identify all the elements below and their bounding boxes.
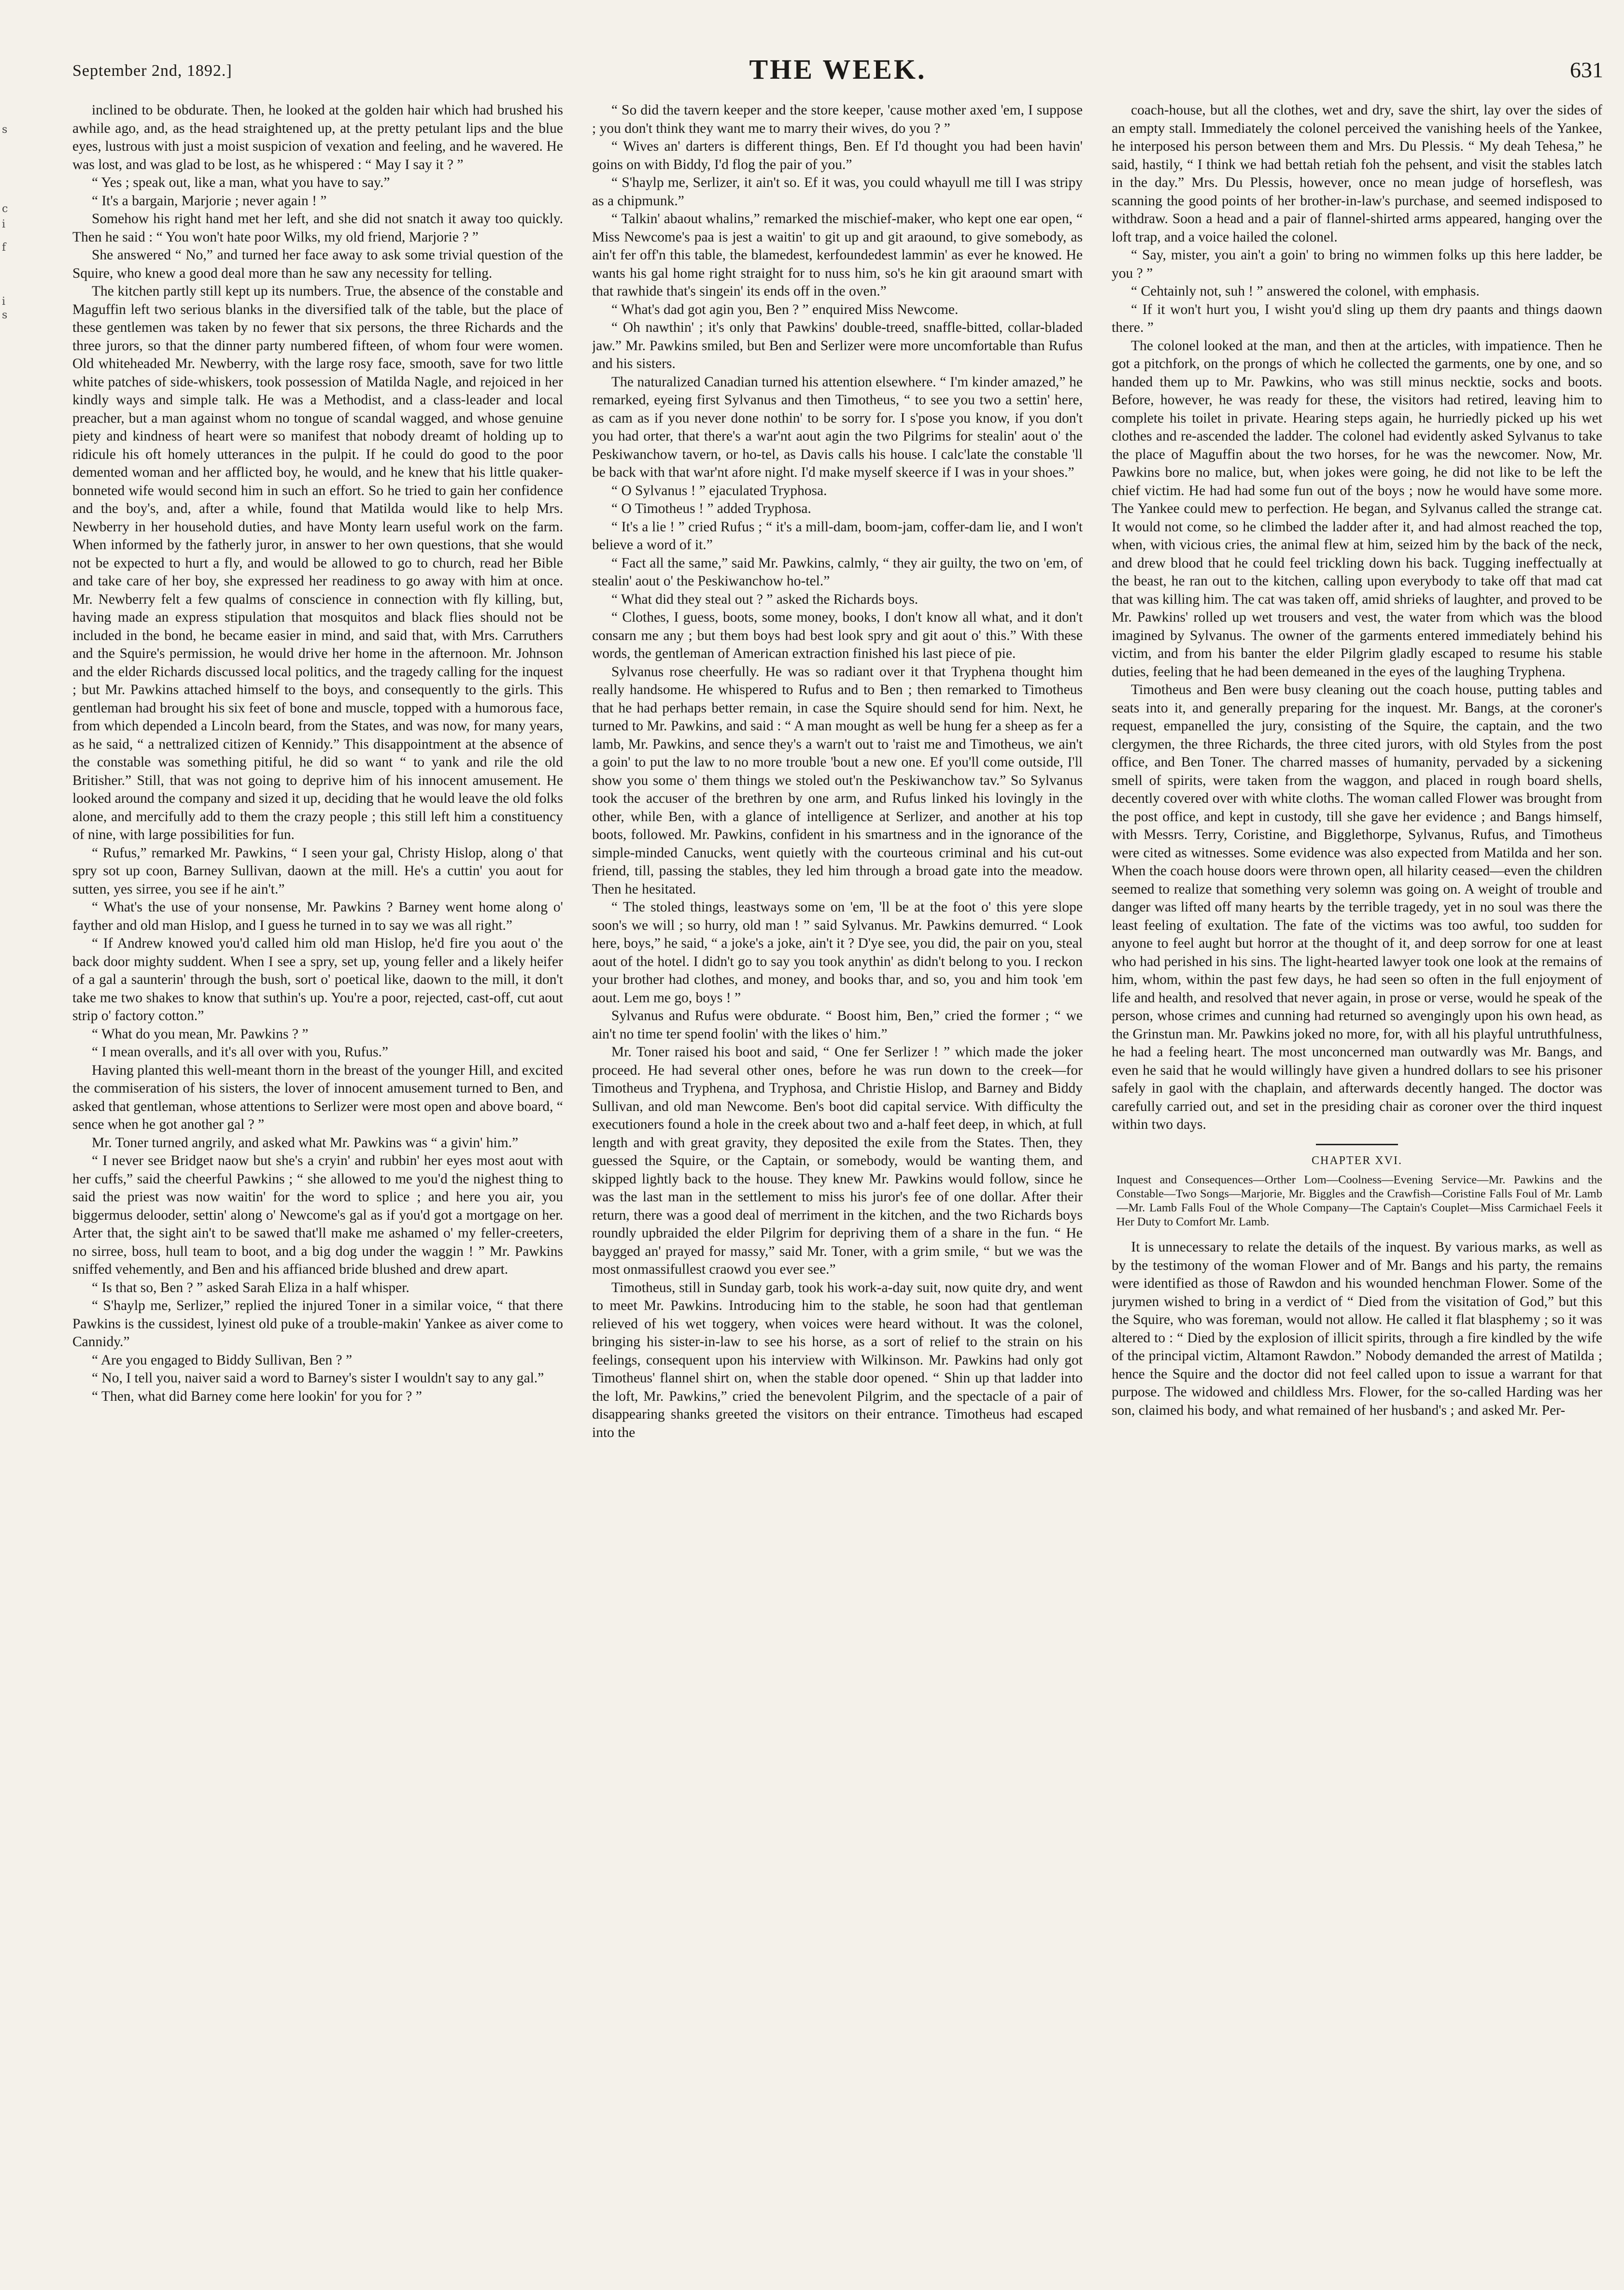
paragraph: Sylvanus rose cheerfully. He was so radiant over it that Tryphena thought him really handsome. He whispered to Rufus and to Ben ; then remarked to Timotheus that he had perhaps better remain, in case the Squire should send for him. Next, he turned to Mr. Pawkins, and said : “ A man mought as well be hung fer a sheep as fer a lamb, Mr. Pawkins, and sence they's a warn't out to 'raist me and Timotheus, we ain't a goin' to put the law to no more trouble 'bout a new one. Ef you'll come outside, I'll show you some o' them things we stoled out'n the Peskiwanchow tav.” So Sylvanus took the accuser of the brethren by one arm, and Rufus linked his lovingly in the other, while Ben, with a glance of intelligence at Serlizer, and another at his top boots, followed. Mr. Pawkins, confident in his smartness and in the ignorance of the simple-minded Canucks, went quietly with the courteous criminal and his cut-out friend, till, passing the stables, they led him through a broad gate into the meadow. Then he hesitated.: [592, 664, 1083, 897]
paragraph: “ Yes ; speak out, like a man, what you have to say.”: [92, 175, 390, 190]
paragraph: “ S'haylp me, Serlizer,” replied the injured Toner in a similar voice, “ that there Pawkins is the cussidest, lyinest old puke of a trouble-makin' Yankee as aiver come to Cannidy.”: [72, 1298, 563, 1350]
paragraph: “ So did the tavern keeper and the store keeper, 'cause mother axed 'em, I suppose ; you don't think they want me to marry their wives, do you ? ”: [592, 102, 1083, 136]
paragraph: inclined to be obdurate. Then, he looked at the golden hair which had brushed his awhile ago, and, as the head straightened up, at the pretty petulant lips and the blue eyes, lustrous with just a moist suspicion of vexation and feeling, and he wavered. He was lost, and was glad to be lost, as he whispered : “ May I say it ? ”: [72, 102, 563, 172]
paragraph: “ O Timotheus ! ” added Tryphosa.: [611, 501, 811, 516]
publication-title: THE WEEK.: [749, 54, 927, 85]
chapter-summary: Inquest and Consequences—Orther Lom—Coolness—Evening Service—Mr. Pawkins and the Constable—Two Songs—Marjorie, Mr. Biggles and the Crawfish—Coristine Falls Foul of Mr. Lamb—Mr. Lamb Falls Foul of the Whole Company—The Captain's Couplet—Miss Carmichael Feels it Her Duty to Comfort Mr. Lamb.: [1116, 1173, 1602, 1228]
paragraph: Somehow his right hand met her left, and she did not snatch it away too quickly. Then he said : “ You won't hate poor Wilks, my old friend, Marjorie ? ”: [72, 211, 563, 245]
paragraph: “ Rufus,” remarked Mr. Pawkins, “ I seen your gal, Christy Hislop, along o' that spry sot up coon, Barney Sullivan, daown at the mill. He's a cuttin' you aout for sutten, yes sirree, you see if he ain't.”: [72, 845, 563, 897]
paragraph: The colonel looked at the man, and then at the articles, with impatience. Then he got a pitchfork, on the prongs of which he collected the garments, one by one, and so handed them up to Mr. Pawkins, who was still minus necktie, socks and boots. Before, however, he was ready for these, the visitors had retired, leaving him to complete his toilet in private. Hearing steps again, he hurriedly picked up his wet clothes and re-ascended the ladder. The colonel had evidently asked Sylvanus to take the place of Maguffin about the two horses, for he was the newcomer. Now, Mr. Pawkins bore no malice, but, when jokes were going, he did not like to be left the chief victim. He had had some fun out of the boys ; now he would have some more. The Yankee could mew to perfection. He began, and Sylvanus called the strange cat. It would not come, so he climbed the ladder after it, and had almost reached the top, when, with vicious cries, the animal flew at him, seized him by the back of the neck, and drew blood that he could feel trickling down his back. Tugging ineffectually at the beast, he ran out to the kitchen, calling upon everybody to take off that mad cat that was killing him. The cat was taken off, amid shrieks of laughter, and proved to be Mr. Pawkins' rolled up wet trousers and vest, the water from which was the blood imagined by Sylvanus. The owner of the garments entered immediately behind his victim, and from his banter the elder Pilgrim gladly escaped to resume his stable duties, feeling that he had been demeaned in the eyes of the laughing Tryphena.: [1112, 338, 1602, 680]
paragraph: Timotheus and Ben were busy cleaning out the coach house, putting tables and seats into it, and generally preparing for the inquest. Mr. Bangs, at the coroner's request, empanelled the jury, consisting of the Squire, the captain, and the two clergymen, the three Richards, the three cited jurors, with old Styles from the post office, and Ben Toner. The charred masses of humanity, pervaded by a sickening smell of spirits, were taken from the waggon, and placed in rough board shells, decently covered over with white cloths. The woman called Flower was brought from the post office, and kept in custody, till she gave her evidence ; and Bangs himself, with Messrs. Terry, Coristine, and Bigglethorpe, Sylvanus, Rufus, and Timotheus were cited as witnesses. Some evidence was also expected from Matilda and her son. When the coach house doors were thrown open, all hilarity ceased—even the children seemed to realize that something very solemn was going on. A weight of trouble and danger was lifted off many hearts by the terrible tragedy, yet in no soul was there the least feeling of exultation. The fate of the victims was too awful, too sudden for anyone to feel aught but horror at the thought of it, and deep sorrow for one at least who had perished in his sins. The light-hearted lawyer took one look at the remains of him, whom, within the past few days, he had seen so often in the full enjoyment of life and health, and resolved that never again, in prose or verse, would he speak of the person, whose crimes and cunning had returned so avengingly upon his own head, as the Grinstun man. Mr. Pawkins joked no more, for, with all his playful untruthfulness, he had a feeling heart. The most unconcerned man outwardly was Mr. Bangs, and even he said that he would willingly have given a hundred dollars to see his prisoner safely in gaol with the chaplain, and afterwards decently hanged. The doctor was carefully carried out, and set in the presiding chair as coroner over the third inquest within two days.: [1112, 682, 1602, 1132]
paragraph: “ Clothes, I guess, boots, some money, books, I don't know all what, and it don't consarn me any ; but them boys had best look spry and git aout o' this.” With these words, the gentleman of American extraction finished his last piece of pie.: [592, 610, 1083, 661]
paragraph: “ I mean overalls, and it's all over with you, Rufus.”: [92, 1044, 389, 1060]
paragraph: Mr. Toner raised his boot and said, “ One fer Serlizer ! ” which made the joker proceed. He had several other ones, before he was run down to the creek—for Timotheus and Tryphena, and Tryphosa, and Christie Hislop, and Barney and Biddy Sullivan, and old man Newcome. Ben's boot did capital service. With difficulty the executioners found a hole in the creek about two and a-half feet deep, in which, at full length and with great gravity, they deposited the exile from the States. Then, they guessed the Squire, or the Captain, or somebody, would be wanting them, and skipped lightly back to the house. They knew Mr. Pawkins would follow, since he was the last man in the settlement to miss his juror's fee of one dollar. After their return, there was a good deal of merriment in the kitchen, and the two Richards boys roundly upbraided the elder Pilgrim for depriving them of a share in the fun. “ He baygged an' prayed for massy,” said Mr. Toner, with a grim smile, “ but we was the most onmassifullest craowd you ever see.”: [592, 1044, 1083, 1277]
left-margin-marks: s c i f i s: [2, 124, 8, 321]
paragraph: “ The stoled things, leastways some on 'em, 'll be at the foot o' this yere slope soon's we will ; so hurry, old man ! ” said Sylvanus. Mr. Pawkins demurred. “ Look here, boys,” he said, “ a joke's a joke, ain't it ? D'ye see, you did, the pair on you, steal aout of the hotel. I didn't go to say you took anythin' as didn't belong to you. I reckon your brother had clothes, and money, and books thar, and so, you and him took 'em aout. Lem me go, boys ! ”: [592, 899, 1083, 1006]
paragraph: coach-house, but all the clothes, wet and dry, save the shirt, lay over the sides of an empty stall. Immediately the colonel perceived the vanishing heels of the Yankee, he interposed his person between them and Mrs. Du Plessis. “ My deah Tehesa,” he said, hastily, “ I think we had bettah retiah foh the pehsent, and visit the stables latch in the day.” Mrs. Du Plessis, however, once no mean judge of horseflesh, was scanning the good points of her brother-in-law's purchase, and seemed indisposed to withdraw. Soon a head and a pair of flannel-shirted arms appeared, hanging over the loft trap, and a voice hailed the colonel.: [1112, 102, 1602, 245]
paragraph: “ S'haylp me, Serlizer, it ain't so. Ef it was, you could whayull me till I was stripy as a chipmunk.”: [592, 175, 1083, 209]
paragraph: “ It's a bargain, Marjorie ; never again ! ”: [92, 193, 327, 209]
paragraph: “ If Andrew knowed you'd called him old man Hislop, he'd fire you aout o' the back door mighty suddent. When I see a spry, set up, young feller and a likely heifer of a gal a saunterin' through the bush, sort o' poetical like, daown to the mill, it don't take me two shakes to know that suthin's up. You're a poor, rejected, cast-off, cut aout strip o' factory cotton.”: [72, 936, 563, 1024]
newspaper-page: [72, 53, 1603, 2256]
paragraph: The kitchen partly still kept up its numbers. True, the absence of the constable and Maguffin left two serious blanks in the diversified talk of the table, but the place of these gentlemen was taken by no fewer that six persons, the three Richards and the three jurors, so that the dinner party numbered fifteen, of whom four were women. Old whiteheaded Mr. Newberry, with the large rosy face, smooth, save for two little white patches of side-whiskers, took possession of Matilda Nagle, and rejoiced in her kindly ways and simple talk. He was a Methodist, and a class-leader and local preacher, but a man against whom no tongue of scandal wagged, and whose genuine piety and kindness of heart were so manifest that nobody dreamt of holding up to ridicule his oft homely utterances in the pulpit. If he could do good to the poor demented woman and her afflicted boy, he would, and he knew that his little quaker-bonneted wife would second him in such an effort. So he tried to gain her confidence and the boy's, and, after a while, found that Matilda would like to help Mrs. Newberry in her household duties, and have Monty learn useful work on the farm. When informed by the fatherly juror, in answer to her own questions, that she would not be expected to hurt a fly, and would be allowed to go to church, read her Bible and take care of her boy, she expressed her readiness to go away with him at once. Mr. Newberry felt a few qualms of conscience in connection with fly killing, but, having made an express stipulation that mosquitos and black flies should not be included in the bond, he became easier in mind, and said that, with Mrs. Carruthers and the Squire's permission, he would drive her home in the afternoon. Mr. Johnson and the elder Richards discussed local politics, and the tragedy calling for the inquest ; but Mr. Pawkins attached himself to the boys, and consequently to the girls. This gentleman had brought his six feet of bone and muscle, topped with a humorous face, from which depended a Lincoln beard, from the States, and was now, for many years, as he said, “ a nettralized citizen of Kennidy.” This disappointment at the absence of the constable was something pitiful, he did so want “ to yank and rile the old Britisher.” Still, that was not going to deprive him of his innocent amusement. He looked around the company and sized it up, deciding that he would leave the old folks alone, and mercifully add to them the crazy people ; this still left him a constituency of nine, with large possibilities for fun.: [72, 284, 563, 842]
paragraph: Having planted this well-meant thorn in the breast of the younger Hill, and excited the commiseration of his sisters, the lover of innocent amusement turned to Ben, and asked that gentleman, whose attentions to Serlizer were most open and above board, “ sence when he got another gal ? ”: [72, 1062, 563, 1132]
paragraph: “ Fact all the same,” said Mr. Pawkins, calmly, “ they air guilty, the two on 'em, of stealin' aout o' the Peskiwanchow ho-tel.”: [592, 555, 1083, 589]
paragraph: “ It's a lie ! ” cried Rufus ; “ it's a mill-dam, boom-jam, coffer-dam lie, and I won't believe a word of it.”: [592, 519, 1083, 553]
paragraph: Mr. Toner turned angrily, and asked what Mr. Pawkins was “ a givin' him.”: [92, 1135, 519, 1151]
paragraph: “ Is that so, Ben ? ” asked Sarah Eliza in a half whisper.: [92, 1280, 410, 1295]
paragraph: “ Oh nawthin' ; it's only that Pawkins' double-treed, snaffle-bitted, collar-bladed jaw.” Mr. Pawkins smiled, but Ben and Serlizer were more uncomfortable than Rufus and his sisters.: [592, 320, 1083, 371]
chapter-divider-rule: [1316, 1144, 1398, 1145]
paragraph: “ No, I tell you, naiver said a word to Barney's sister I wouldn't say to any gal.”: [92, 1370, 544, 1386]
issue-date: September 2nd, 1892.]: [72, 62, 232, 80]
paragraph: “ Are you engaged to Biddy Sullivan, Ben ? ”: [92, 1352, 353, 1368]
paragraph: “ What did they steal out ? ” asked the Richards boys.: [611, 591, 918, 607]
paragraph: Sylvanus and Rufus were obdurate. “ Boost him, Ben,” cried the former ; “ we ain't no time ter spend foolin' with the likes o' him.”: [592, 1008, 1083, 1042]
paragraph: “ Then, what did Barney come here lookin' for you for ? ”: [92, 1388, 422, 1404]
paragraph: “ Wives an' darters is different things, Ben. Ef I'd thought you had been havin' goins on with Biddy, I'd flog the pair of you.”: [592, 139, 1083, 172]
paragraph: “ Cehtainly not, suh ! ” answered the colonel, with emphasis.: [1131, 284, 1480, 299]
masthead: [72, 53, 1603, 87]
paragraph: “ I never see Bridget naow but she's a cryin' and rubbin' her eyes most aout with her cuffs,” said the cheerful Pawkins ; “ she allowed to me you'd the nighest thing to said the priest was now waitin' for the word to splice ; and here you air, you biggermus delooder, settin' along o' Newcome's gal as if you'd got a mortgage on her. Arter that, the sight ain't to be sawed that'll make me ashamed o' my feller-creeters, no sirree, boss, hull team to boot, and a big dog under the waggin ! ” Mr. Pawkins sniffed vehemently, and Ben and his affianced bride blushed and drew apart.: [72, 1153, 563, 1277]
paragraph: It is unnecessary to relate the details of the inquest. By various marks, as well as by the testimony of the woman Flower and of Mr. Bangs and his party, the remains were identified as those of Rawdon and his wounded henchman Flower. Some of the jurymen wished to bring in a verdict of “ Died from the visitation of God,” but this the Squire, who was foreman, would not allow. He called it flat blasphemy ; so it was altered to : “ Died by the explosion of illicit spirits, through a fire kindled by the wife of the principal victim, Altamont Rawdon.” Nobody demanded the arrest of Matilda ; hence the Squire and the doctor did not feel called upon to issue a warrant for that purpose. The widowed and childless Mrs. Flower, for the so-called Harding was her son, claimed his body, and what remained of her husband's ; and asked Mr. Per-: [1112, 1238, 1602, 1418]
text-columns: [72, 101, 1603, 2246]
paragraph: “ What's dad got agin you, Ben ? ” enquired Miss Newcome.: [611, 301, 959, 317]
paragraph: “ Talkin' abaout whalins,” remarked the mischief-maker, who kept one ear open, “ Miss Newcome's paa is jest a waitin' to git up and git araound, to give somebody, as ain't fer off'n this table, the blamedest, kerfoundedest lammin' as ever he knowed. He wants his gal home right straight for to nuss him, so's he kin git araound smart with that rawhide that's singein' its ends off in the oven.”: [592, 211, 1083, 299]
paragraph: Timotheus, still in Sunday garb, took his work-a-day suit, now quite dry, and went to meet Mr. Pawkins. Introducing him to the stable, he soon had that gentleman relieved of his wet toggery, when voices were heard without. It was the colonel, bringing his sister-in-law to see his horse, as a sort of relief to the strain on his feelings, consequent upon his interview with Wilkinson. Mr. Pawkins had only got Timotheus' flannel shirt on, when the stable door opened. “ Shin up that ladder into the loft, Mr. Pawkins,” cried the benevolent Pilgrim, and the spectacle of a pair of disappearing shanks greeted the visitors on their entrance. Timotheus had escaped into the: [592, 1280, 1083, 1440]
chapter-title: CHAPTER XVI.: [1311, 1154, 1402, 1167]
paragraph: “ Say, mister, you ain't a goin' to bring no wimmen folks up this here ladder, be you ? ”: [1112, 247, 1602, 281]
page-number: 631: [1570, 57, 1603, 82]
column-1: [72, 101, 563, 2246]
paragraph: The naturalized Canadian turned his attention elsewhere. “ I'm kinder amazed,” he remarked, eyeing first Sylvanus and then Timotheus, “ to see you two a settin' here, as cam as if you never done nothin' to be sorry for. I s'pose you know, if you don't you had orter, that there's a war'nt aout agin the two Pilgrims for stealin' aout o' the Peskiwanchow tavern, or ho-tel, as Davis calls his house. I calc'late the constable 'll be back with that war'nt afore night. I'd make myself skeerce if I was in your shoes.”: [592, 374, 1083, 480]
column-2: [592, 101, 1083, 2246]
column-3: [1112, 101, 1602, 2246]
chapter-body: [1112, 1237, 1602, 1420]
paragraph: “ What do you mean, Mr. Pawkins ? ”: [92, 1026, 309, 1042]
paragraph: She answered “ No,” and turned her face away to ask some trivial question of the Squire, who knew a good deal more than he saw any necessity for telling.: [72, 247, 563, 281]
paragraph: “ If it won't hurt you, I wisht you'd sling up them dry paants and things daown there. ”: [1112, 301, 1602, 335]
paragraph: “ O Sylvanus ! ” ejaculated Tryphosa.: [611, 483, 827, 498]
column-3-main-text: [1112, 101, 1602, 1134]
paragraph: “ What's the use of your nonsense, Mr. Pawkins ? Barney went home along o' fayther and old man Hislop, and I guess he turned in to say we was all right.”: [72, 899, 563, 933]
